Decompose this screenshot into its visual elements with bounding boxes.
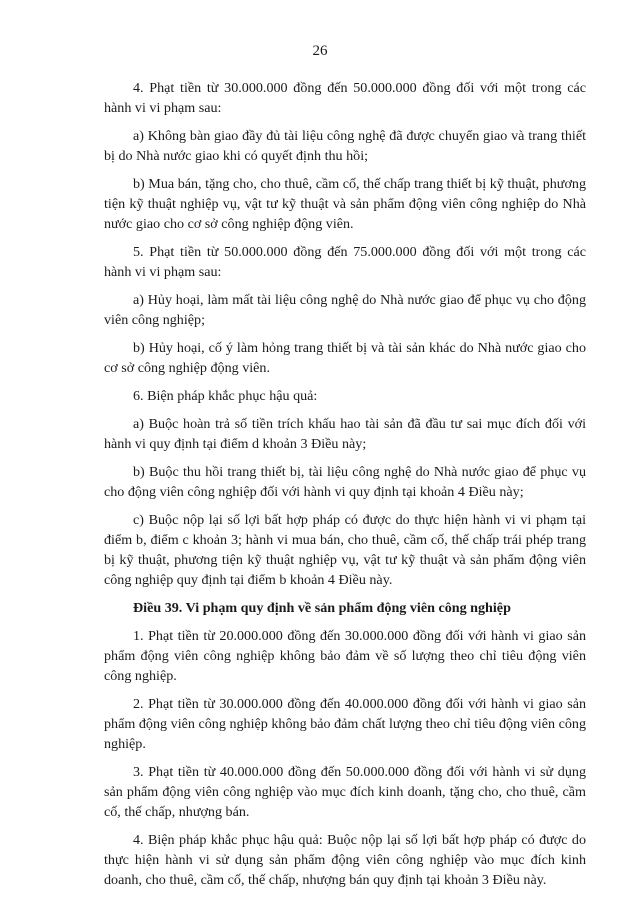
article-39-clause-1: 1. Phạt tiền từ 20.000.000 đồng đến 30.000.000 đồng đối với hành vi giao sản phẩm động viên công nghiệp không bảo đảm về số lượng theo chỉ tiêu động viên công nghiệp. (104, 628, 586, 684)
paragraph-clause-6a: a) Buộc hoàn trả số tiền trích khấu hao tài sản đã đầu tư sai mục đích đối với hành vi quy định tại điểm d khoản 3 Điều này; (104, 416, 586, 452)
paragraph-clause-6c: c) Buộc nộp lại số lợi bất hợp pháp có được do thực hiện hành vi vi phạm tại điểm b, điểm c khoản 3; hành vi mua bán, cho thuê, cầm cố, thế chấp trái phép trang bị kỹ thuật, phương tiện kỹ thuật nghiệp vụ, vật tư kỹ thuật và sản phẩm động viên công nghiệp quy định tại điểm b khoản 4 Điều này. (104, 512, 586, 588)
paragraph-clause-4a: a) Không bàn giao đầy đủ tài liệu công nghệ đã được chuyển giao và trang thiết bị do Nhà nước giao khi có quyết định thu hồi; (104, 128, 586, 164)
paragraph-clause-6: 6. Biện pháp khắc phục hậu quả: (133, 388, 318, 404)
paragraph-clause-5b: b) Hủy hoại, cố ý làm hỏng trang thiết bị và tài sản khác do Nhà nước giao cho cơ sở công nghiệp động viên. (104, 340, 586, 376)
paragraph-clause-4: 4. Phạt tiền từ 30.000.000 đồng đến 50.000.000 đồng đối với một trong các hành vi vi phạm sau: (104, 80, 586, 116)
paragraph-clause-6b: b) Buộc thu hồi trang thiết bị, tài liệu công nghệ do Nhà nước giao để phục vụ cho động viên công nghiệp đối với hành vi quy định tại khoản 4 Điều này; (104, 464, 586, 500)
article-39-clause-3: 3. Phạt tiền từ 40.000.000 đồng đến 50.000.000 đồng đối với hành vi sử dụng sản phẩm động viên công nghiệp vào mục đích kinh doanh, tặng cho, cho thuê, cầm cố, thế chấp, nhượng bán. (104, 764, 586, 820)
page-number: 26 (312, 43, 328, 59)
paragraph-clause-5: 5. Phạt tiền từ 50.000.000 đồng đến 75.000.000 đồng đối với một trong các hành vi vi phạm sau: (104, 244, 586, 280)
article-39-clause-4: 4. Biện pháp khắc phục hậu quả: Buộc nộp lại số lợi bất hợp pháp có được do thực hiện hành vi sử dụng sản phẩm động viên công nghiệp vào mục đích kinh doanh, cho thuê, cầm cố, thế chấp, nhượng bán quy định tại khoản 3 Điều này. (104, 832, 586, 888)
paragraph-clause-4b: b) Mua bán, tặng cho, cho thuê, cầm cố, thế chấp trang thiết bị kỹ thuật, phương tiện kỹ thuật nghiệp vụ, vật tư kỹ thuật và sản phẩm động viên công nghiệp do Nhà nước giao cho cơ sở công nghiệp động viên. (104, 176, 586, 232)
paragraph-clause-5a: a) Hủy hoại, làm mất tài liệu công nghệ do Nhà nước giao để phục vụ cho động viên công nghiệp; (104, 292, 586, 328)
article-39-clause-2: 2. Phạt tiền từ 30.000.000 đồng đến 40.000.000 đồng đối với hành vi giao sản phẩm động viên công nghiệp không bảo đảm chất lượng theo chỉ tiêu động viên công nghiệp. (104, 696, 586, 752)
article-39-heading: Điều 39. Vi phạm quy định về sản phẩm động viên công nghiệp (133, 600, 511, 616)
document-body (104, 78, 586, 898)
